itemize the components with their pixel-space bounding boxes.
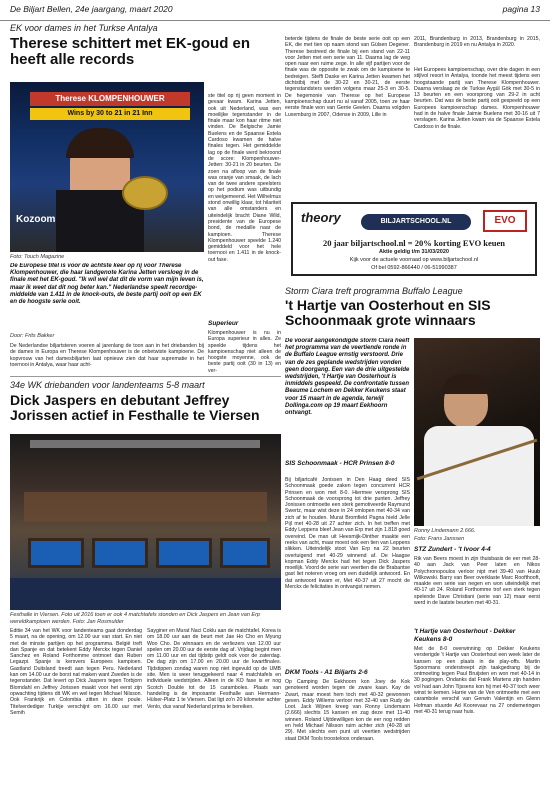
ek-body-3: Klompenhouwer is nu in Europa superieur in alles. Ze speelde tijdens het kampioenschap niet alleen de hoogste moyenne, ook de beste partij ooit (30 in 13) en ver- [208, 330, 281, 372]
ek-photo [10, 82, 204, 252]
photo-brand: Kozoom [16, 214, 56, 225]
table-4 [220, 538, 270, 568]
ek-byline: Door: Frits Bakker [10, 333, 55, 339]
ek-body-5: 2011, Brandenburg in 2013, Brandenburg in 2015, Brandenburg in 2019 en nu Antalya in 2020. [414, 36, 540, 49]
ek-body-6: Het Europees kampioenschap, over drie dagen in een stijlvol resort in Antalya, toonde het meest tijdens een hoogstaande partij van Therese Klompenhouwer. Daarna verslaag ze de Turkse Aygül Gök met 30-5 in 13 beurten en een voorsprong van 29-2 in acht beurten. Dat was de beste partij ooit gespeeld op een Europees kampioenschap dames. Klompenhouwer had in de halve finale Jaimie Buelens met 30-16 uit 7 verslagen. Karina Jetten kwam via de Spaanse Estela Cardoso in de finale. [414, 67, 540, 130]
storm-lead: De vooraf aangekondigde storm Ciara heeft het programma van de veertiende ronde in de Buffalo League ernstig verstoord. Drie van de zes geplande wedstrijden vonden geen doorgang. Een van de drie uitgestelde wedstrijden, 't Hartje van Oosterhout is inmiddels gespeeld. De confrontatie tussen Beaume Lochem en Dekker Keukens staat voor 15 maart in de agenda, terwijl Dollinga.com op 19 maart Eekhoorn ontvangt. [285, 338, 410, 417]
storm-kicker: Storm Ciara treft programma Buffalo League [285, 286, 463, 296]
player-shirt [424, 426, 534, 526]
ad-box [291, 202, 537, 276]
wk-photo-caption: Festhalle in Viersen. Foto uit 2016 toen er ook 4 matchtafels stonden en Dick Jaspers en Jean van Erp wereldkampioen werden. Foto: Jan Rosmulder [10, 612, 260, 625]
header-issue: De Biljart Bellen, 24e jaargang, maart 2020 [10, 4, 173, 14]
wk-title: Dick Jaspers en debutant Jeffrey Jorissen actief in Festhalle te Viersen [10, 392, 260, 423]
wk-kicker: 34e WK driebanden voor landenteams 5-8 maart [10, 380, 205, 390]
storm-title: 't Hartje van Oosterhout en SIS Schoonmaak grote winnaars [285, 297, 491, 328]
storm-photo-caption: Ronny Lindemann 2.666. [414, 528, 476, 534]
page-header [0, 4, 550, 21]
hall-lights [30, 440, 260, 448]
storm-body-1: Bij biljartcafé Jonissen in Den Haag deed SIS Schoonmaak goede zaken tegen concurrent HCR Prinsen en won met 8-0. Hiermee versprong SIS Schoonmaak de voorsprong tot drie punten. Jeffrey Jonissen ontmoette een sterk gemotiveerde Raymund Swertz, maar wist deze in 24 omlopen met 40-34 van zich af te houden. Murat Bromfield Pagna hield Jelle Pijl met 40-28 uit 27 achter zich. In het treffen met Eddy Leppens bleef Jean van Erp met zijn 1.818 goed overeind. De man uit Heesmijk-Dinther maakte een reeks van acht, maar moest ook een tien van Leppens slikken. Uiteindelijk stoot Van Erp na 22 beurten overtuigend met 40-29 winnend af. De Haagse kopman Eddy Merckx had het tegen Dick Jaspers moeilijk. Voord de serie van veertien die de Brabantse gast liet noteren vroeg om een duidelijk antwoord. En dat antwoord kwam er, Met 40-37 uit 27 mocht de Merckx de felicitaties in ontvangst nemen. [285, 477, 410, 591]
storm-photo [414, 338, 540, 526]
ad-brand-biljartschool: BILJARTSCHOOL.NL [361, 214, 471, 230]
ad-headline: 20 jaar biljartschool.nl = 20% korting EVO keuen [322, 238, 506, 248]
ek-body-4: beterde tijdens de finale de beste serie ooit op een EK, die met tien op naam stond van Gülsen Degener. Therese bestreed de finale bij een stand van 22-11 voor Jetten met een serie van 11. Daarna lag de weg open naar een ruime zege. In alle vijf partijen voor de finale was de opposite te zwak om de kampioene te bedreigen. Steffi Daske en Karina Jetten kwamen het dichtstbij met de 30-22 en 30-21, de eerste tegenstandsters werden volgens maar 25-3 en 30-5. De hegemonie van Therese op het Europese kampioenschap duurt nu al vanaf 2005, toen ze haar eerste finale won van Gerrie Geelen. Daarna volgden Luxemburg in 2007, Odense in 2009, Lille in [285, 36, 410, 118]
table-3 [156, 538, 212, 568]
storm-subhead-4: 't Hartje van Oosterhout - Dekker Keukens 8-0 [414, 628, 516, 643]
storm-subhead-2: DKM Tools - A1 Biljarts 2-6 [285, 669, 368, 676]
wk-body-2: Sayginer en Murat Naci Coklu aan de matchtafel. Korea is om 18.00 uur aan de beurt met Jae Ho Cho en Myung Woo Cho. De winnaars en de verliezers van 12.00 uur spelen om 20.00 uur de eerste dag af. Vrijdag begint men om 11.00 uur en dat tijdstip geldt ook voor de zaterdag. De dag zijn om 17.00 en 20.00 uur de kwartfinales. Tijdstippen zondag waren nog niet ingevuld op de UMB site. Men is weer teruggekeerd naar 4 matchtafels en individuele wedstrijden. Alleen in de KO fase is er nog Scotch Double tot de 15 caramboles. Plaats van handeling is de imposante Festhalle aan Hermann-Hülser-Platz 1 te Viersen. Dat ligt zo'n 20 kilometer achter Venlo, dus vanaf Nederland prima te bereiken. [147, 628, 281, 710]
floor [10, 578, 281, 610]
table-2 [92, 538, 148, 568]
photo-banner: Therese KLOMPENHOUWER [30, 92, 190, 106]
ek-subhead-superieur: Superieur [208, 320, 239, 327]
audience [24, 492, 267, 522]
storm-photo-credit: Foto: Frans Janssen [414, 536, 465, 542]
header-page-number: pagina 13 [502, 4, 540, 14]
ad-website-line: Kijk voor de actuele voorraad op www.biljartschool.nl [349, 257, 479, 263]
storm-subhead-1: SIS Schoonmaak - HCR Prinsen 8-0 [285, 460, 395, 467]
storm-body-2: Op Camping De Eekhoorn kon Joey de Kok genoteerd worden tegen de zware kaan. Kay de Zwart, maar moest hem toch met 40-32 gewonnen geven. Eddy Willems verloor met 32-40 van Rudy de Loot. Jack Wijnen kreeg van Ronny Lindemann (2.666) slechts 15 kansen en zag deze met 11-40 winnen. Roland Uijtdewilligen kon de eer nog redden en held Michael Nilsson ruim achter zich (40-28 uit 29). Met slechts een punt uit veertien wedstrijden staat DKM Tools troosteloos onderaan. [285, 679, 410, 742]
ad-brand-theory: theory [301, 210, 341, 225]
ek-pull-quote: De Europese titel is voor de achtste keer op rij voor Therese Klompenhouwer, die haar landgenote Karina Jetten versloeg in de finale met het EK-goud. "Ik wil wel dat dit de vorm van mijn leven is, maar ik weet dat dit nog beter kan." Nederlandse speelt recordge-middelde van 1.411 in de knock-outs, de beste partij ooit op een EK en de hoogste serie ooit. [10, 263, 204, 306]
wk-body-1: Editie 34 van het WK voor landenteams gaat donderdag 5 maart, na de opening, om 12.00 uur van start. En niet met de minste partijen op het programma. België treft dan Spanje en dat betekent Eddy Merckx tegen Daniel Sanchez en Roland Forthomme ontmoet dan Ruben Legazpi. Spanje is kersvers Europees kampioen. Gastland Duitsland treedt aan tegen Peru. Nederland kan om 14.00 uur de borst nat maken want Zweden is de tegenstander. Dat levert op Dick Jaspers tegen Torbjorn Blomdahl en Jeffrey Jorissen maakt voor het eerst zijn opwachting tijdens dit WK en wel tegen Michael Nilsson. Ook Frankrijk en Colombia zitten in deze poule. Titelverdediger Turkije verschijnt om 16.00 uur met Semih [10, 628, 142, 716]
ek-title: Therese schittert met EK-goud en heeft alle records [10, 35, 251, 68]
ek-photo-caption: Foto: Touch Magazine [10, 254, 65, 260]
ek-body-2: ste titel op rij geen moment in gevaar kwam. Karina Jetten, ook uit Nederland, was een moeilijke tegenstander in de finale maar kon haar ritme niet vinden. De Belgische Jamie Buelens en de Spaanse Estela Cardoso kwamen de halve finales tegen. Het gemiddelde lag op de finale werd bekroond de score: Klompenhouwer-Jetten: 30-21 in 20 beurten. De zoen na afloop van de finale was oranje van smaak, de lach van de twee andere speelsters op het podium was uitbundig en welgemeend. Het Wilhelmus stond onwillig klaar, tot hilariteit van alle omstanders en uiteindelijk bracht Diane Wild, presidente van de Europese bond, de medaille naar de kampioen. Therese Klompenhouwer speelde 1.240 gemiddeld voor het hele toernooi en 1.411 in de knock-out fase. [208, 93, 281, 263]
player-hair [442, 374, 490, 394]
section-divider [10, 376, 281, 377]
player-hair [66, 128, 134, 158]
ad-phone-line: Of bel 0592-866440 / 06-51990387 [371, 265, 457, 271]
storm-body-3: Rik van Beers moest in zijn thuisbasis de eer met 28-40 aan Jack van Peer laten en Nikos Polychronopoulos verloor nipt met 39-40 van Huub Wilkowski. Barry van Beer overklaste Marc Roofthooft, maakte een serie van negen en won uiteindelijk met 40-17 uit 24. Roland Forthomme trof een sterk tegen spelende Dave Christiani (serie van 12) maar eerst werd in de laatste beurten met 40-31. [414, 556, 540, 607]
wk-photo [10, 434, 281, 610]
table-1 [28, 538, 84, 568]
ek-kicker: EK voor dames in het Turkse Antalya [10, 23, 158, 33]
ek-body-1: De Nederlandse biljartsteren voeren al jarenlang de toon aan in het driebanden bij de dames in Europa en Therese Klompenhouwer is de onbetwiste kampioene. De kopvrouw van het damesbiljarten laat opnieuw zien dat haar suprematie in het toernooi in Antalya, waar haar acht- [10, 343, 204, 368]
storm-subhead-3: STZ Zundert - 't Ivoor 4-4 [414, 546, 491, 553]
storm-body-4: Met de 8-0 overwinning op Dekker Keukens versterigde 't Hartje van Oosterhout een week later de kansen op een plaats in de play-offs. Martin Spoormans onderstreept zijn taakgedrang bij de ontmoeting tegen Paul Bruijsten en won met 40-14 in 30 pogingen. Ondanks dat Frank Martens zijn handen vol had aan John Tijssens kon hij met 40-37 toch weer winst te kemen. Harrie van de Ven ontmoette met een carambole verschil van Gerwin Valentijn en Glenn Hofman stuurde Ad Koorevaar na 27 ondemeringen met 40-31 terug naar huis. [414, 646, 540, 715]
ad-validity: Aktie geldig t/m 31/03/2020 [378, 249, 449, 255]
trophy-icon [122, 176, 168, 210]
photo-scoreboard: Wins by 30 to 21 in 21 Inn [30, 108, 190, 120]
ad-brand-evo: EVO [483, 210, 527, 232]
